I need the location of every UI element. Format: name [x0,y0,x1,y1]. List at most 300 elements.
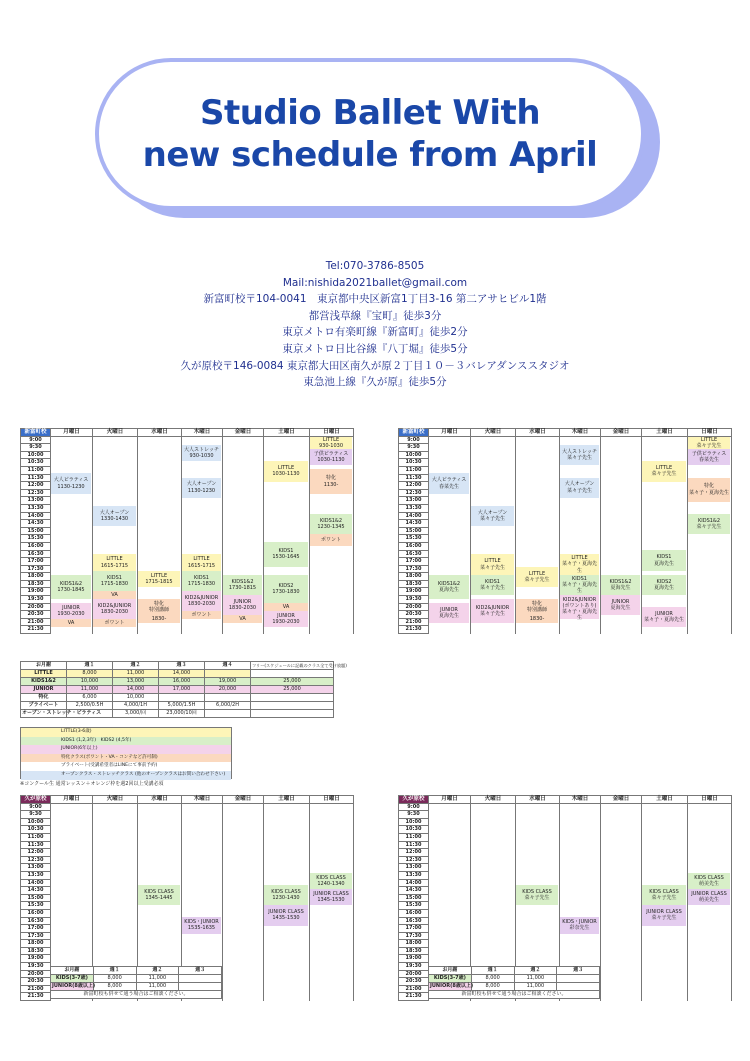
day-header: 金曜日 [601,796,642,804]
schedule-cell [310,833,354,841]
class-time: 菜々子先生 [651,895,677,902]
schedule-cell [429,542,471,550]
schedule-cell [642,864,688,872]
time-slot: 14:30 [21,520,51,528]
schedule-cell [138,864,182,872]
time-slot: 19:00 [21,955,51,963]
schedule-cell [93,811,138,819]
class-block[interactable] [223,595,262,615]
schedule-cell [93,932,138,940]
class-block[interactable] [429,473,469,493]
schedule-cell [688,925,732,933]
time-slot: 11:30 [21,841,51,849]
day-header: 水曜日 [516,429,560,437]
time-slot: 12:00 [21,482,51,490]
class-name: KIDS CLASS [694,874,724,881]
schedule-cell [429,947,471,955]
fee-cell [159,694,205,702]
schedule-cell [310,955,354,963]
time-slot: 14:00 [21,512,51,520]
time-slot: 21:30 [399,626,429,634]
class-block[interactable] [560,575,599,595]
fee-header: 週２ [514,967,557,975]
time-slot: 11:30 [399,474,429,482]
schedule-cell [642,940,688,948]
schedule-cell [310,970,354,978]
class-block[interactable] [93,554,136,570]
class-time: 特別講師 [526,607,547,614]
schedule-cell [601,444,642,452]
schedule-cell [642,841,688,849]
schedule-cell [560,466,601,474]
class-time: 菜々子・夏海先生 [688,489,729,496]
class-name: LITTLE [484,558,501,565]
schedule-cell [182,618,223,626]
class-block[interactable] [93,571,136,591]
class-block[interactable] [560,917,599,933]
day-header: 月曜日 [429,429,471,437]
class-name: LITTLE [322,436,340,443]
schedule-cell [138,955,182,963]
schedule-cell [601,565,642,573]
class-block[interactable] [516,599,558,615]
schedule-cell [93,466,138,474]
class-name: KIDS1 [656,554,672,561]
time-slot: 14:00 [399,879,429,887]
class-time: 1715-1830 [100,580,129,587]
schedule-cell [516,833,560,841]
class-block[interactable] [310,514,352,534]
schedule-cell [601,925,642,933]
time-slot: 21:00 [21,618,51,626]
fee-header: お月謝 [21,662,67,670]
class-block[interactable] [560,445,599,465]
class-block[interactable] [310,534,352,546]
schedule-cell [138,811,182,819]
class-block[interactable] [264,542,308,566]
schedule-cell [560,818,601,826]
schedule-cell [471,474,516,482]
schedule-cell [223,917,264,925]
time-slot: 17:30 [399,932,429,940]
fee-cell: 25,000 [251,686,334,694]
class-block[interactable] [516,567,558,587]
schedule-cell [471,459,516,467]
schedule-cell [51,497,93,505]
schedule-cell [601,841,642,849]
class-time: 1830-2030 [187,601,216,608]
schedule-cell [223,512,264,520]
class-block[interactable] [138,615,180,623]
schedule-cell [51,550,93,558]
schedule-cell [264,497,310,505]
schedule-cell [264,826,310,834]
class-block[interactable] [51,473,91,493]
schedule-cell [223,871,264,879]
day-header: 土曜日 [264,429,310,437]
class-block[interactable] [182,917,221,933]
schedule-cell [51,887,93,895]
schedule-cell [223,963,264,971]
day-header: 日曜日 [310,796,354,804]
schedule-cell [264,489,310,497]
class-name: KIDS2 [278,582,294,589]
class-name: LITTLE [106,556,123,563]
class-name: ポワント [320,537,341,544]
class-name: 特化 [531,600,542,607]
time-slot: 11:30 [21,474,51,482]
class-block[interactable] [642,905,686,925]
class-name: LITTLE [150,572,168,579]
time-slot: 21:00 [21,985,51,993]
schedule-cell [601,512,642,520]
schedule-cell [516,482,560,490]
schedule-cell [429,558,471,566]
class-block[interactable] [182,445,221,461]
class-block[interactable] [560,554,599,574]
fee-cell [251,694,334,702]
schedule-cell [264,978,310,986]
schedule-cell [93,940,138,948]
schedule-cell [223,558,264,566]
schedule-cell [642,826,688,834]
time-slot: 10:30 [399,826,429,834]
schedule-cell [516,849,560,857]
schedule-cell [223,932,264,940]
class-block[interactable] [642,607,686,627]
class-time: (ポワントあり) [562,603,597,610]
schedule-cell [601,963,642,971]
schedule-cell [642,856,688,864]
class-time: 1730-1845 [57,586,85,593]
schedule-cell [138,826,182,834]
schedule-cell [471,833,516,841]
schedule-cell [223,497,264,505]
schedule-cell [471,527,516,535]
time-slot: 19:00 [399,588,429,596]
class-block[interactable] [688,449,730,465]
fee-cell: 13,000 [113,678,159,686]
schedule-cell [223,925,264,933]
schedule-cell [138,917,182,925]
class-block[interactable] [688,478,730,502]
schedule-cell [601,542,642,550]
schedule-cell [471,436,516,444]
time-slot: 12:30 [21,856,51,864]
day-header: 火曜日 [471,796,516,804]
schedule-cell [51,527,93,535]
time-slot: 10:00 [399,451,429,459]
class-block[interactable] [182,554,221,570]
schedule-cell [601,451,642,459]
class-block[interactable] [223,615,262,623]
class-block[interactable] [310,873,352,889]
class-name: 大人ピラティス [431,477,467,484]
time-slot: 13:00 [399,864,429,872]
competition-note: ※コンクール生 通常レッスン＋オレンジ枠を週2回以上受講必須 [20,781,164,787]
mail[interactable]: Mail:nishida2021ballet@gmail.com [282,276,468,289]
class-block[interactable] [93,506,136,526]
schedule-cell [51,833,93,841]
class-block[interactable] [182,611,221,619]
schedule-cell [93,894,138,902]
class-name: LITTLE [655,465,673,472]
schedule-cell [560,833,601,841]
time-slot: 14:30 [399,520,429,528]
day-header: 水曜日 [138,796,182,804]
schedule-cell [516,909,560,917]
schedule-cell [138,497,182,505]
day-header: 月曜日 [51,429,93,437]
time-slot: 12:30 [399,489,429,497]
class-time: 1130-1230 [57,483,85,490]
class-block[interactable] [560,608,599,622]
class-block[interactable] [642,461,686,481]
schedule-cell [429,444,471,452]
class-block[interactable] [93,619,136,627]
tel[interactable]: Tel:070-3786-8505 [325,260,425,272]
time-slot: 19:30 [21,596,51,604]
schedule-cell [560,879,601,887]
class-name: LITTLE [571,555,588,562]
class-block[interactable] [642,575,686,595]
class-time: 萌美先生 [698,897,719,904]
legend-item: プライベート(受講希望者はLINEにて事前予約) [21,762,231,771]
schedule-cell [182,856,223,864]
day-header: 日曜日 [310,429,354,437]
class-block[interactable] [429,575,469,599]
schedule-cell [688,833,732,841]
schedule-cell [642,542,688,550]
schedule-cell [429,436,471,444]
schedule-cell [516,558,560,566]
class-block[interactable] [310,437,352,449]
time-slot: 9:00 [21,803,51,811]
class-block[interactable] [560,478,599,498]
schedule-cell [429,894,471,902]
schedule-cell [310,596,354,604]
class-time: 1435-1530 [272,915,300,922]
schedule-cell [264,849,310,857]
class-block[interactable] [182,571,221,591]
title-pill [95,58,645,210]
class-name: VA [282,603,290,610]
schedule-cell [264,940,310,948]
schedule-cell [560,841,601,849]
schedule-cell [429,955,471,963]
class-block[interactable] [471,575,514,595]
time-slot: 10:30 [399,459,429,467]
fee-cell: 特化 [21,694,67,702]
class-time: 夏海先生 [653,560,674,567]
fee-cell: 11,000 [514,983,557,991]
schedule-cell [560,902,601,910]
schedule-cell [138,482,182,490]
schedule-cell [471,489,516,497]
schedule-cell [516,864,560,872]
class-block[interactable] [264,905,308,925]
fee-cell: 23,000/10回 [159,710,205,718]
schedule-cell [642,596,688,604]
class-block[interactable] [688,514,730,534]
class-block[interactable] [516,885,558,905]
kugahara-fee-note: 新富町校も併せて通う場合はご相談ください。 [429,991,600,999]
class-time: 菜々子・夏海先生 [561,581,597,594]
class-block[interactable] [264,575,308,603]
schedule-cell [93,451,138,459]
class-time: 1615-1715 [100,562,129,569]
schedule-cell [516,466,560,474]
schedule-cell [601,871,642,879]
class-block[interactable] [601,575,640,595]
class-block[interactable] [264,885,308,905]
fee-cell: オープン・ストレッチ・ピラティス [22,710,102,716]
schedule-cell [223,826,264,834]
class-name: KIDS1&2 [231,578,254,585]
schedule-cell [642,947,688,955]
class-block[interactable] [688,873,730,889]
class-block[interactable] [642,885,686,905]
class-block[interactable] [51,619,91,627]
class-time: 1930-2030 [57,611,85,618]
class-name: KIDS1 [107,574,122,581]
class-block[interactable] [93,591,136,599]
schedule-cell [93,925,138,933]
schedule-cell [429,856,471,864]
class-name: 子供ピラティス [691,451,727,458]
class-block[interactable] [601,595,640,615]
schedule-cell [601,826,642,834]
schedule-cell [93,909,138,917]
schedule-cell [138,932,182,940]
class-block[interactable] [51,575,91,599]
class-block[interactable] [471,554,514,574]
schedule-cell [51,947,93,955]
schedule-cell [93,879,138,887]
class-block[interactable] [310,449,352,465]
class-time: 夏海先生 [438,613,459,620]
class-block[interactable] [264,461,308,481]
schedule-cell [51,871,93,879]
schedule-cell [93,849,138,857]
schedule-cell [471,894,516,902]
fee-header: フリー(スケジュールに記載のクラス全て受け放題) [252,663,347,668]
schedule-cell [516,459,560,467]
schedule-cell [688,940,732,948]
class-block[interactable] [138,599,180,615]
shintomi-schedule [20,428,349,654]
schedule-cell [601,970,642,978]
class-time: 1130- [323,481,339,488]
class-block[interactable] [51,603,91,619]
schedule-cell [642,871,688,879]
schedule-cell [429,504,471,512]
fee-cell: JUNIOR [21,686,67,694]
class-block[interactable] [182,478,221,498]
schedule-cell [601,902,642,910]
time-slot: 11:30 [399,841,429,849]
kugahara-address: 久が原校〒146-0084 東京都大田区南久が原２丁目１０－３バレアダンススタジオ [180,359,570,372]
schedule-cell [642,520,688,528]
time-slot: 9:00 [21,436,51,444]
schedule-cell [601,535,642,543]
schedule-cell [688,856,732,864]
schedule-cell [310,580,354,588]
class-time: 菜々子先生 [479,564,505,571]
class-name: LITTLE [193,556,210,563]
class-block[interactable] [516,615,558,623]
class-name: 大人オープン [477,509,508,516]
class-block[interactable] [688,889,730,905]
schedule-cell [310,497,354,505]
time-slot: 12:00 [399,849,429,857]
schedule-cell [471,841,516,849]
schedule-cell [471,535,516,543]
schedule-cell [688,580,732,588]
class-block[interactable] [310,889,352,905]
class-time: 夏海先生 [438,586,459,593]
class-block[interactable] [264,611,308,627]
schedule-cell [93,459,138,467]
schedule-cell [138,849,182,857]
time-slot: 11:00 [399,833,429,841]
class-block[interactable] [310,469,352,493]
class-block[interactable] [471,599,514,623]
class-block[interactable] [471,506,514,526]
schedule-cell [264,520,310,528]
day-header: 火曜日 [93,429,138,437]
time-slot: 17:30 [21,932,51,940]
schedule-cell [429,849,471,857]
schedule-cell [560,894,601,902]
schedule-cell [601,947,642,955]
schedule-cell [182,849,223,857]
schedule-cell [182,542,223,550]
schedule-cell [429,940,471,948]
schedule-cell [429,887,471,895]
class-block[interactable] [138,571,180,587]
fee-cell: JUNIOR(8歳以上) [430,983,474,989]
fee-cell: 11,000 [136,983,179,991]
class-block[interactable] [642,550,686,570]
class-block[interactable] [223,575,262,595]
schedule-cell [310,985,354,993]
schedule-cell [471,940,516,948]
schedule-cell [182,864,223,872]
schedule-cell [642,803,688,811]
schedule-cell [516,489,560,497]
schedule-cell [264,818,310,826]
schedule-cell [138,489,182,497]
schedule-cell [51,535,93,543]
schedule-cell [688,550,732,558]
schedule-cell [642,497,688,505]
schedule-cell [601,940,642,948]
class-block[interactable] [93,599,136,619]
legend [20,727,232,779]
schedule-cell [516,925,560,933]
class-block[interactable] [264,603,308,611]
time-slot: 9:30 [21,444,51,452]
time-slot: 14:30 [399,887,429,895]
class-block[interactable] [429,603,469,623]
class-block[interactable] [138,885,180,905]
schedule-cell [601,504,642,512]
class-name: 大人オープン [564,481,595,488]
fee-cell: 19,000 [205,678,251,686]
class-block[interactable] [182,591,221,611]
class-block[interactable] [688,437,730,449]
